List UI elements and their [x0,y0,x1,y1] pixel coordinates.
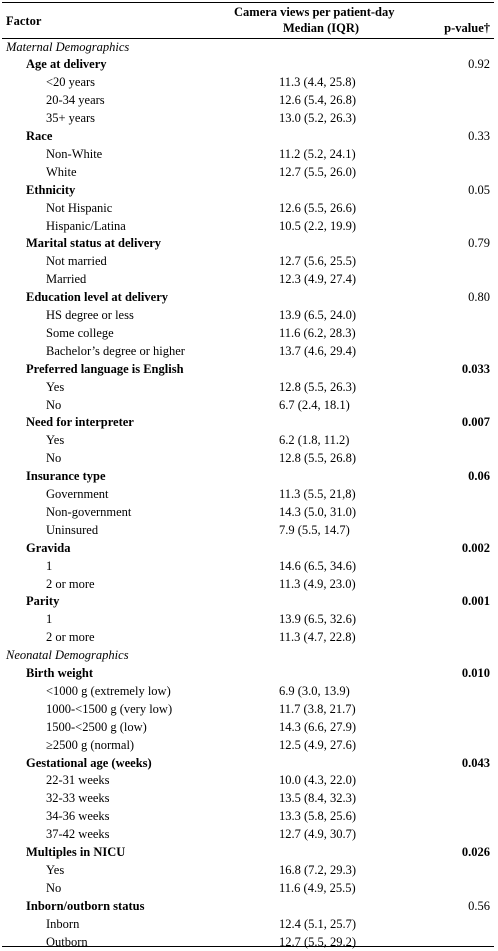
p-value: 0.002 [462,540,490,558]
table-row [0,504,498,522]
factor-label: Need for interpreter [26,414,134,432]
table-row [0,934,498,951]
median-iqr-value: 12.8 (5.5, 26.3) [279,379,356,397]
factor-label: Race [26,128,52,146]
median-iqr-value: 14.6 (6.5, 34.6) [279,558,356,576]
level-label: <20 years [46,74,95,92]
level-label: 32-33 weeks [46,790,110,808]
level-label: HS degree or less [46,307,134,325]
table-row [0,558,498,576]
p-value: 0.56 [468,898,490,916]
level-label: Uninsured [46,522,98,540]
median-iqr-value: 12.6 (5.5, 26.6) [279,200,356,218]
p-value: 0.033 [462,361,490,379]
factor-label: Preferred language is English [26,361,184,379]
median-iqr-value: 16.8 (7.2, 29.3) [279,862,356,880]
level-label: 1 [46,558,52,576]
table-row [0,92,498,110]
table-row [0,880,498,898]
median-iqr-value: 11.6 (4.9, 25.5) [279,880,356,898]
factor-label: Gravida [26,540,70,558]
factor-label: Education level at delivery [26,289,168,307]
factor-group-row [0,289,498,307]
level-label: No [46,450,61,468]
level-label: Yes [46,432,64,450]
section-row [0,39,498,57]
median-iqr-value: 11.3 (4.4, 25.8) [279,74,356,92]
factor-label: Gestational age (weeks) [26,755,152,773]
factor-group-row [0,755,498,773]
factor-group-row [0,235,498,253]
table-row [0,790,498,808]
factor-label: Birth weight [26,665,93,683]
level-label: 22-31 weeks [46,772,110,790]
table-row [0,432,498,450]
table-row [0,701,498,719]
level-label: No [46,880,61,898]
level-label: White [46,164,77,182]
median-iqr-value: 12.7 (5.6, 25.5) [279,253,356,271]
level-label: Outborn [46,934,88,951]
header-views-line2: Median (IQR) [283,20,359,36]
level-label: Not married [46,253,107,271]
p-value: 0.007 [462,414,490,432]
p-value: 0.06 [468,468,490,486]
median-iqr-value: 12.4 (5.1, 25.7) [279,916,356,934]
section-label: Maternal Demographics [6,39,129,57]
factor-label: Marital status at delivery [26,235,161,253]
median-iqr-value: 6.9 (3.0, 13.9) [279,683,350,701]
table-row [0,253,498,271]
median-iqr-value: 13.9 (6.5, 32.6) [279,611,356,629]
level-label: 34-36 weeks [46,808,110,826]
table-row [0,146,498,164]
level-label: 20-34 years [46,92,105,110]
factor-label: Parity [26,593,59,611]
table-row [0,611,498,629]
level-label: ≥2500 g (normal) [46,737,134,755]
p-value: 0.001 [462,593,490,611]
header-pvalue: p-value† [444,20,490,36]
table-row [0,808,498,826]
median-iqr-value: 12.7 (4.9, 30.7) [279,826,356,844]
p-value: 0.05 [468,182,490,200]
table-row [0,218,498,236]
level-label: Married [46,271,86,289]
p-value: 0.80 [468,289,490,307]
p-value: 0.043 [462,755,490,773]
table-row [0,683,498,701]
factor-label: Inborn/outborn status [26,898,144,916]
table-row [0,164,498,182]
factor-group-row [0,414,498,432]
median-iqr-value: 13.5 (8.4, 32.3) [279,790,356,808]
header-factor: Factor [6,13,41,29]
table-row [0,916,498,934]
median-iqr-value: 12.3 (4.9, 27.4) [279,271,356,289]
level-label: Non-White [46,146,102,164]
table-row [0,307,498,325]
level-label: <1000 g (extremely low) [46,683,171,701]
level-label: Inborn [46,916,79,934]
median-iqr-value: 11.3 (5.5, 21,8) [279,486,356,504]
table-row [0,737,498,755]
factor-group-row [0,182,498,200]
p-value: 0.010 [462,665,490,683]
table-row [0,343,498,361]
median-iqr-value: 12.7 (5.5, 26.0) [279,164,356,182]
median-iqr-value: 13.3 (5.8, 25.6) [279,808,356,826]
factor-group-row [0,665,498,683]
p-value: 0.33 [468,128,490,146]
factor-group-row [0,56,498,74]
section-row [0,647,498,665]
level-label: Non-government [46,504,131,522]
level-label: 1 [46,611,52,629]
median-iqr-value: 11.7 (3.8, 21.7) [279,701,356,719]
factor-group-row [0,540,498,558]
p-value: 0.026 [462,844,490,862]
level-label: Bachelor’s degree or higher [46,343,185,361]
table-row [0,325,498,343]
table-row [0,629,498,647]
table-row [0,719,498,737]
median-iqr-value: 13.7 (4.6, 29.4) [279,343,356,361]
p-value: 0.92 [468,56,490,74]
table-row [0,110,498,128]
level-label: 1000-<1500 g (very low) [46,701,172,719]
median-iqr-value: 10.5 (2.2, 19.9) [279,218,356,236]
factor-group-row [0,844,498,862]
median-iqr-value: 12.6 (5.4, 26.8) [279,92,356,110]
table-row [0,74,498,92]
median-iqr-value: 12.7 (5.5, 29.2) [279,934,356,951]
median-iqr-value: 12.8 (5.5, 26.8) [279,450,356,468]
level-label: 1500-<2500 g (low) [46,719,147,737]
factor-label: Multiples in NICU [26,844,125,862]
factor-group-row [0,898,498,916]
table-row [0,826,498,844]
median-iqr-value: 11.2 (5.2, 24.1) [279,146,356,164]
level-label: 35+ years [46,110,95,128]
p-value: 0.79 [468,235,490,253]
level-label: Not Hispanic [46,200,112,218]
table-row [0,772,498,790]
table-row [0,862,498,880]
table-row [0,450,498,468]
factor-label: Age at delivery [26,56,107,74]
factor-group-row [0,468,498,486]
section-label: Neonatal Demographics [6,647,129,665]
factor-label: Insurance type [26,468,106,486]
median-iqr-value: 11.6 (6.2, 28.3) [279,325,356,343]
level-label: Yes [46,379,64,397]
level-label: 37-42 weeks [46,826,110,844]
level-label: Government [46,486,108,504]
median-iqr-value: 14.3 (5.0, 31.0) [279,504,356,522]
table-row [0,271,498,289]
median-iqr-value: 11.3 (4.7, 22.8) [279,629,356,647]
table-row [0,397,498,415]
table-row [0,576,498,594]
median-iqr-value: 10.0 (4.3, 22.0) [279,772,356,790]
table-row [0,379,498,397]
median-iqr-value: 6.2 (1.8, 11.2) [279,432,349,450]
median-iqr-value: 6.7 (2.4, 18.1) [279,397,350,415]
factor-label: Ethnicity [26,182,75,200]
median-iqr-value: 11.3 (4.9, 23.0) [279,576,356,594]
level-label: Some college [46,325,114,343]
table-row [0,486,498,504]
table-top-rule [2,2,494,3]
factor-group-row [0,593,498,611]
level-label: Yes [46,862,64,880]
median-iqr-value: 13.0 (5.2, 26.3) [279,110,356,128]
level-label: 2 or more [46,629,95,647]
level-label: 2 or more [46,576,95,594]
median-iqr-value: 13.9 (6.5, 24.0) [279,307,356,325]
table-bottom-rule [2,946,494,947]
median-iqr-value: 12.5 (4.9, 27.6) [279,737,356,755]
header-views-line1: Camera views per patient-day [234,4,395,20]
level-label: No [46,397,61,415]
factor-group-row [0,128,498,146]
level-label: Hispanic/Latina [46,218,126,236]
median-iqr-value: 14.3 (6.6, 27.9) [279,719,356,737]
table-row [0,522,498,540]
median-iqr-value: 7.9 (5.5, 14.7) [279,522,350,540]
factor-group-row [0,361,498,379]
table-row [0,200,498,218]
